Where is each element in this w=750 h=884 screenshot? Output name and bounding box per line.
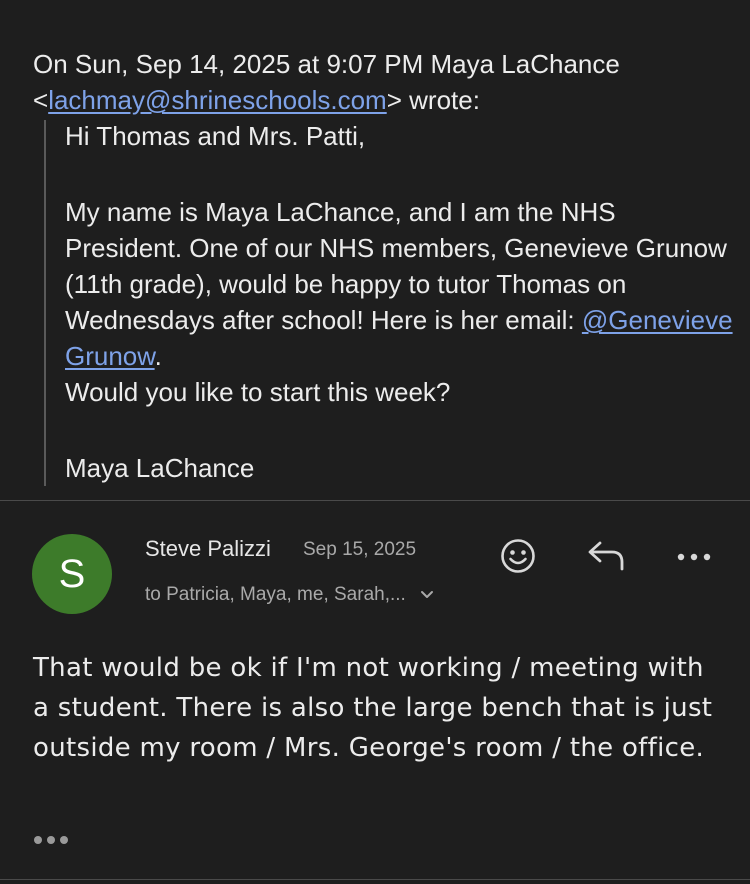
wrote-label: wrote: <box>401 85 480 115</box>
message-date: Sep 15, 2025 <box>303 539 417 560</box>
sender-name[interactable]: Steve Palizzi <box>145 536 271 561</box>
chevron-down-icon <box>420 590 434 600</box>
sender-email-link[interactable]: lachmay@shrineschools.com <box>48 85 387 115</box>
bottom-divider <box>0 879 750 880</box>
recipients-text: to Patricia, Maya, me, Sarah,... <box>145 584 406 605</box>
dot <box>47 836 55 844</box>
more-options-icon <box>676 549 712 567</box>
avatar[interactable] <box>32 534 112 614</box>
recipients-toggle[interactable] <box>145 582 434 608</box>
email-open-bracket: < <box>33 85 49 115</box>
add-reaction-button[interactable] <box>494 534 542 582</box>
show-trimmed-content-button[interactable] <box>34 836 68 844</box>
reply-message-body: That would be ok if I'm not working / meeting with a student. There is also the large bench that is just outside my room / Mrs. George's room / the office. <box>33 653 713 763</box>
mention-period: . <box>154 341 162 371</box>
mention-link[interactable]: @Genevieve Grunow <box>65 305 733 371</box>
reply-button[interactable] <box>582 534 630 582</box>
quoted-signature: Maya LaChance <box>65 453 255 483</box>
quoted-attribution-text: On Sun, Sep 14, 2025 at 9:07 PM Maya LaChance <box>33 49 620 79</box>
dot <box>60 836 68 844</box>
avatar-letter: S <box>58 551 86 596</box>
quoted-paragraph-text: My name is Maya LaChance, and I am the NHS President. One of our NHS members, Genevieve Grunow (11th grade), would be happy to tutor Thomas on Wednesdays after school! Here is her email: <box>65 197 727 335</box>
quoted-greeting: Hi Thomas and Mrs. Patti, <box>65 121 366 151</box>
quoted-paragraph <box>65 194 735 374</box>
reply-icon <box>586 539 626 578</box>
smiley-icon <box>500 538 536 579</box>
more-options-button[interactable] <box>670 534 718 582</box>
quoted-attribution <box>33 46 723 118</box>
quoted-message-body <box>65 118 735 486</box>
email-close-bracket: > <box>386 85 402 115</box>
dot <box>34 836 42 844</box>
quoted-question: Would you like to start this week? <box>65 377 451 407</box>
message-divider <box>0 500 750 501</box>
